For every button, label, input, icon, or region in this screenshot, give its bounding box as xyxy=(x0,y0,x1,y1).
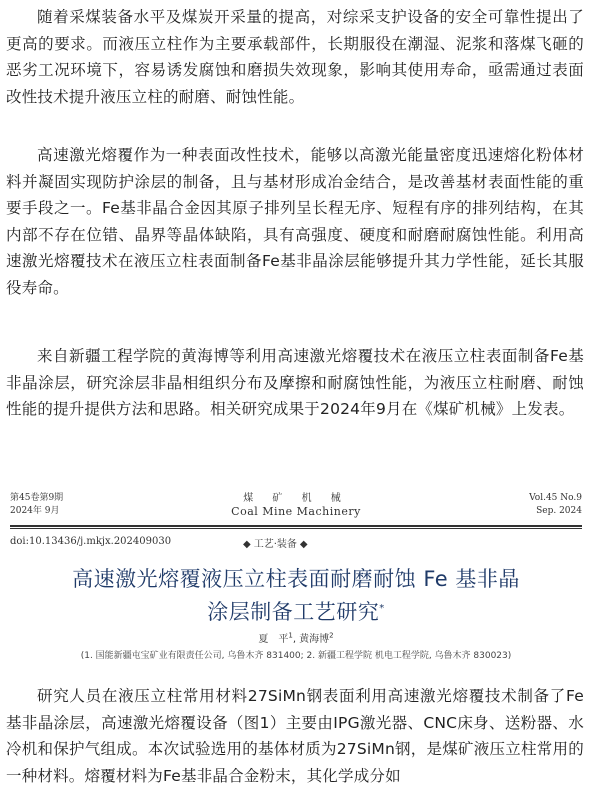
diamond-icon: ◆ xyxy=(243,539,251,550)
title-line-1: 高速激光熔覆液压立柱表面耐磨耐蚀 Fe 基非晶 xyxy=(72,567,520,591)
column-tag xyxy=(240,535,311,550)
title-line-2 xyxy=(0,594,592,627)
journal-name-en: Coal Mine Machinery xyxy=(231,505,361,518)
author-2-sup: 2 xyxy=(329,631,334,640)
author-2: 黄海博 xyxy=(299,634,330,645)
journal-header xyxy=(10,492,582,522)
author-1-sup: 1 xyxy=(288,631,293,640)
header-rule-thick xyxy=(10,525,582,527)
title-footnote-mark: * xyxy=(379,603,385,614)
volume-cn: 第45卷第9期 xyxy=(10,493,64,503)
journal-name-cn: 煤 矿 机 械 xyxy=(243,493,349,504)
doi-text: doi:10.13436/j.mkjx.202409030 xyxy=(10,536,172,547)
title-line-2-text: 涂层制备工艺研究 xyxy=(207,600,380,624)
body-paragraph: 研究人员在液压立柱常用材料27SiMn钢表面利用高速激光熔覆技术制备了Fe基非晶涂层，高速激光熔覆设备（图1）主要由IPG激光器、CNC床身、送粉器、水冷机和保护气组成。本次试验选用的基体材质为27SiMn钢，是煤矿液压立柱常用的一种材料。熔覆材料为Fe基非晶合金粉末，其化学成分如 xyxy=(6,687,584,785)
journal-volume-en xyxy=(529,492,582,518)
intro-paragraph-1: 随着采煤装备水平及煤炭开采量的提高，对综采支护设备的安全可靠性提出了更高的要求。而液压立柱作为主要承载部件，长期服役在潮湿、泥浆和落煤飞砸的恶劣工况环境下，容易诱发腐蚀和磨损失效现象，影响其使用寿命，亟需通过表面改性技术提升液压立柱的耐磨、耐蚀性能。 xyxy=(6,8,584,106)
article-title xyxy=(0,564,592,627)
author-line: 夏 平$^1$, 黄海博$^2$ xyxy=(258,631,334,645)
date-en: Sep. 2024 xyxy=(536,506,582,516)
intro-paragraph-3: 来自新疆工程学院的黄海博等利用高速激光熔覆技术在液压立柱表面制备Fe基非晶涂层，研究涂层非晶相组织分布及摩擦和耐腐蚀性能，为液压立柱耐磨、耐蚀性能的提升提供方法和思路。相关研究成果于2024年9月在《煤矿机械》上发表。 xyxy=(6,347,584,418)
diamond-icon: ◆ xyxy=(299,539,308,550)
volume-en: Vol.45 No.9 xyxy=(529,493,582,503)
date-cn: 2024年 9月 xyxy=(10,506,60,516)
intro-paragraph-2: 高速激光熔覆作为一种表面改性技术，能够以高激光能量密度迅速熔化粉体材料并凝固实现防护涂层的制备，且与基材形成冶金结合，是改善基材表面性能的重要手段之一。Fe基非晶合金因其原子排列呈长程无序、短程有序的排列结构，在其内部不存在位错、晶界等晶体缺陷，具有高强度、硬度和耐磨耐腐蚀性能。利用高速激光熔覆技术在液压立柱表面制备Fe基非晶涂层能够提升其力学性能，延长其服役寿命。 xyxy=(6,146,584,297)
header-rule-thin xyxy=(10,528,582,529)
author-1: 夏 平 xyxy=(258,634,289,645)
affiliation-line: (1. 国能新疆屯宝矿业有限责任公司, 乌鲁木齐 831400; 2. 新疆工程学院 机电工程学院, 乌鲁木齐 830023) xyxy=(80,651,512,661)
journal-name xyxy=(10,492,582,518)
column-tag-label: 工艺·装备 xyxy=(253,539,297,550)
